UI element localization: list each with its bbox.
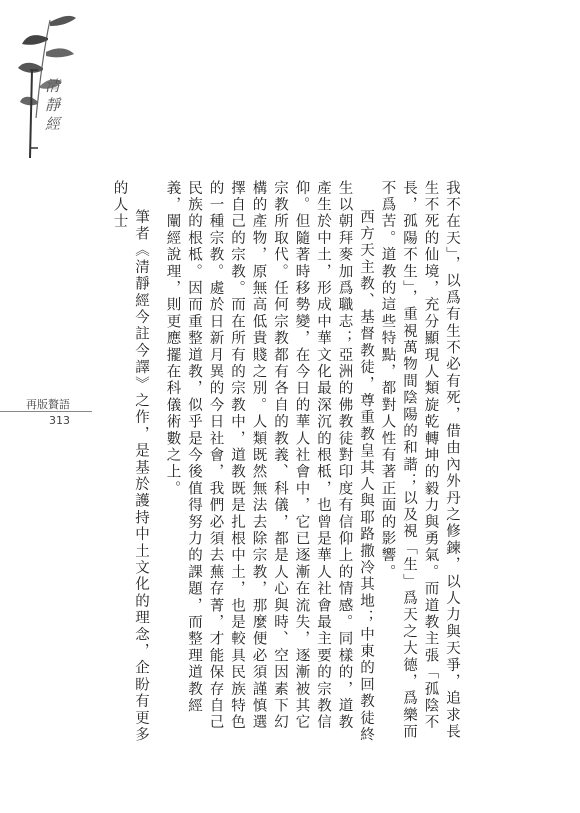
paragraph-2: 西方天主教、基督教徒，尊重教皇其人與耶路撒冷其地；中東的回教徒終生以朝拜麥加爲職志；亞洲的佛教徒對印度有信仰上的情感。同樣的，道教產生於中土，形成中華文化最深沉的根柢，也曾是華人社會最主要的宗教信仰。但隨著時移勢變，在今日的華人社會中，它已逐漸在流失，逐漸被其它宗教所取代。任何宗教都有各自的教義、科儀，都是人心與時、空因素下幻構的產物，原無高低貴賤之別。人類既然無法去除宗教，那麼便必須謹慎選擇自己的宗教。而在所有的宗教中，道教既是扎根中土，也是較具民族特色的一種宗教。處於日新月異的今日社會，我們必須去蕪存菁，才能保存自己民族的根柢。因而重整道教，似乎是今後值得努力的課題，而整理道教經義，闡經說理，則更應擺在科儀術數之上。 xyxy=(164,180,374,744)
running-header-rule xyxy=(0,411,92,412)
chapter-emblem xyxy=(10,8,84,158)
emblem-title: 清靜經 xyxy=(43,78,61,135)
paragraph-1: 我不在天」，以爲有生不必有死，借由內外丹之修鍊，以人力與天爭，追求長生不死的仙境，充分顯現人類旋乾轉坤的毅力與勇氣。而道教主張「孤陰不長，孤陽不生」，重視萬物間陰陽的和諧；以及視「生」爲天之大德，爲樂而不爲苦。道教的這些特點，都對人性有著正面的影響。 xyxy=(379,180,460,741)
paragraph-3: 筆者《清靜經今註今譯》之作，是基於護持中土文化的理念，企盼有更多的人士 xyxy=(111,180,149,744)
main-text xyxy=(111,180,462,745)
page-number: 313 xyxy=(49,414,70,427)
running-header-label: 再版贅語 xyxy=(26,398,70,411)
